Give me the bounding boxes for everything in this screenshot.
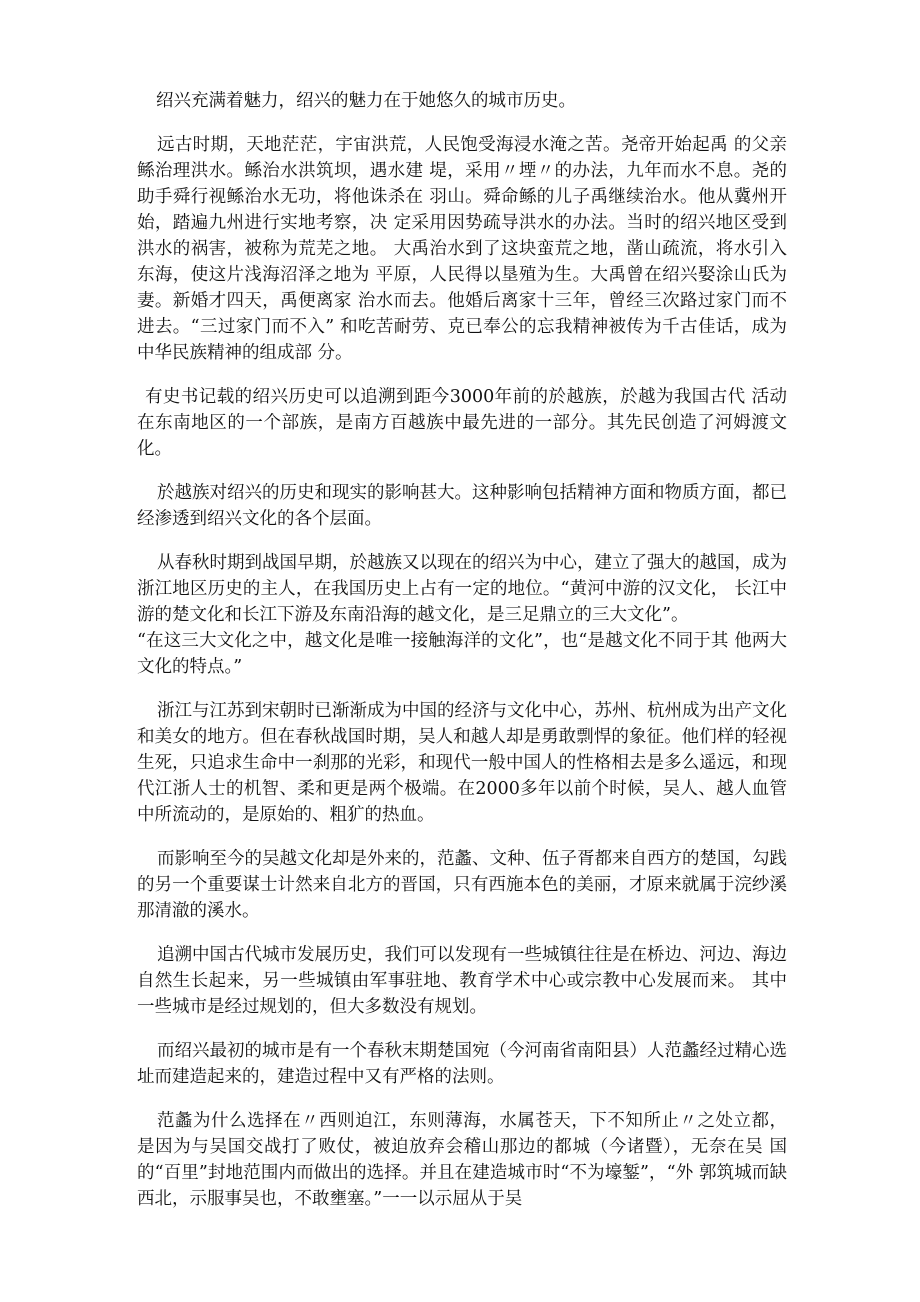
paragraph-three-cultures: “在这三大文化之中，越文化是唯一接触海洋的文化”，也“是越文化不同于其 他两大文化的特点。” [137,631,787,677]
paragraph-wuyue-culture: 而影响至今的吴越文化却是外来的，范蠡、文种、伍子胥都来自西方的楚国，勾践的另一个重要谋士计然来自北方的晋国，只有西施本色的美丽，才原来就属于浣纱溪那清澈的溪水。 [137,849,787,921]
paragraph-intro: 绍兴充满着魅力，绍兴的魅力在于她悠久的城市历史。 [156,91,576,111]
paragraph-city-history: 追溯中国古代城市发展历史，我们可以发现有一些城镇往往是在桥边、河边、海边自然生长起来，另一些城镇由军事驻地、教育学术中心或宗教中心发展而来。 其中一些城市是经过规划的，但大多数没有规划。 [137,945,787,1017]
paragraph-yue-state: 从春秋时期到战国早期，於越族又以现在的绍兴为中心，建立了强大的越国，成为浙江地区历史的主人，在我国历史上占有一定的地位。“黄河中游的汉文化， 长江中游的楚文化和长江下游及东南沿海的越文化，是三足鼎立的三大文化”。 [137,553,787,625]
paragraph-yuyue-history: 有史书记载的绍兴历史可以追溯到距今3000年前的於越族，於越为我国古代 活动在东南地区的一个部族，是南方百越族中最先进的一部分。其先民创造了河姆渡文化。 [137,387,787,459]
paragraph-yuyue-influence: 於越族对绍兴的历史和现实的影响甚大。这种影响包括精神方面和物质方面，都已经渗透到绍兴文化的各个层面。 [137,483,787,529]
document-page [137,88,787,1230]
paragraph-dayu: 远古时期，天地茫茫，宇宙洪荒，人民饱受海浸水淹之苦。尧帝开始起禹 的父亲鲧治理洪水。鲧治水洪筑坝，遇水建 堤，采用〃堙〃的办法，九年而水不息。尧的助手舜行视鲧治水无功，将他诛杀在 羽山。舜命鲧的儿子禹继续治水。他从冀州开始，踏遍九州进行实地考察，决 定采用因势疏导洪水的办法。当时的绍兴地区受到洪水的祸害，被称为荒芜之地。 大禹治水到了这块蛮荒之地，凿山疏流，将水引入东海，使这片浅海沼泽之地为 平原，人民得以垦殖为生。大禹曾在绍兴娶涂山氏为妻。新婚才四天，禹便离家 治水而去。他婚后离家十三年，曾经三次路过家门而不进去。“三过家门而不入” 和吃苦耐劳、克已奉公的忘我精神被传为千古佳话，成为中华民族精神的组成部 分。 [137,135,787,363]
paragraph-fanli-city: 而绍兴最初的城市是有一个春秋末期楚国宛（今河南省南阳县）人范蠡经过精心选址而建造起来的，建造过程中又有严格的法则。 [137,1041,787,1087]
paragraph-fanli-site: 范蠡为什么选择在〃西则迫江，东则薄海，水属苍天，下不知所止〃之处立都， 是因为与吴国交战打了败仗，被迫放弃会稽山那边的都城（今诸暨），无奈在吴 国的“百里”封地范围内而做出的选择。并且在建造城市时“不为壕錾”，“外 郭筑城而缺西北，示服事吴也，不敢壅塞。”一一以示屈从于吴 [137,1111,787,1209]
paragraph-wu-yue-people: 浙江与江苏到宋朝时已渐渐成为中国的经济与文化中心，苏州、杭州成为出产文化和美女的地方。但在春秋战国时期，吴人和越人却是勇敢剽悍的象征。他们样的轻视生死，只追求生命中一刹那的光彩，和现代一般中国人的性格相去是多么遥远，和现代江浙人士的机智、柔和更是两个极端。在2000多年以前个时候，吴人、越人血管中所流动的，是原始的、粗犷的热血。 [137,701,787,825]
